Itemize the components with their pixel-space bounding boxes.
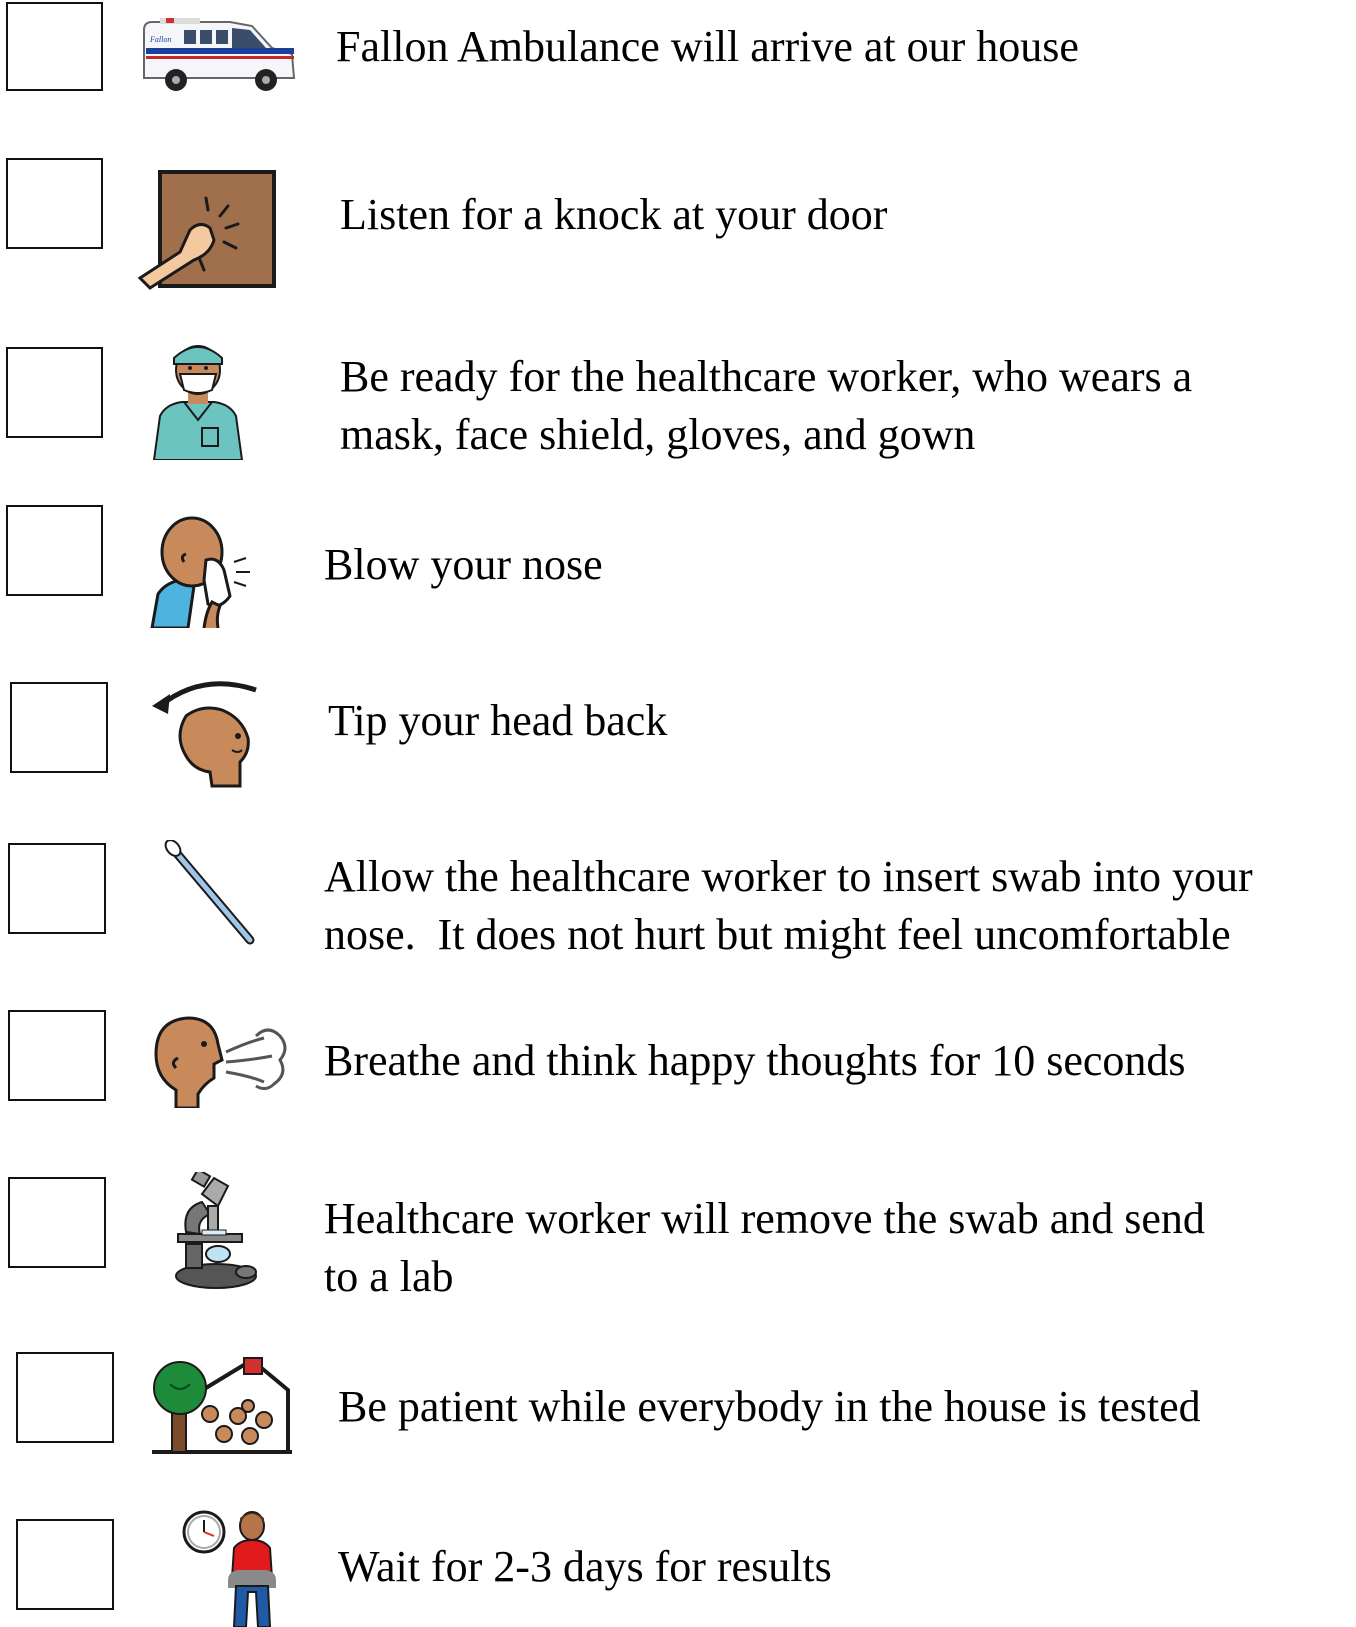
swab-icon bbox=[164, 840, 260, 946]
clock-wait-icon bbox=[180, 1508, 280, 1627]
step-4-text: Blow your nose bbox=[324, 540, 603, 589]
ambulance-icon bbox=[140, 12, 300, 96]
step-3-checkbox[interactable] bbox=[6, 347, 103, 438]
step-8-text: Healthcare worker will remove the swab and send to a lab bbox=[324, 1194, 1205, 1301]
step-6-checkbox[interactable] bbox=[8, 843, 106, 934]
tip-head-back-icon bbox=[152, 676, 264, 788]
step-7-text: Breathe and think happy thoughts for 10 seconds bbox=[324, 1036, 1186, 1085]
step-3-text: Be ready for the healthcare worker, who wears a mask, face shield, gloves, and gown bbox=[340, 352, 1193, 459]
step-1-checkbox[interactable] bbox=[6, 2, 103, 91]
step-4-checkbox[interactable] bbox=[6, 505, 103, 596]
step-10-checkbox[interactable] bbox=[16, 1519, 114, 1610]
blow-nose-icon bbox=[148, 516, 260, 628]
step-9-checkbox[interactable] bbox=[16, 1352, 114, 1443]
step-9-text: Be patient while everybody in the house is tested bbox=[338, 1382, 1201, 1431]
step-1-text: Fallon Ambulance will arrive at our house bbox=[336, 22, 1079, 71]
step-2-text: Listen for a knock at your door bbox=[340, 190, 888, 239]
step-10-text: Wait for 2-3 days for results bbox=[338, 1542, 832, 1591]
step-5-checkbox[interactable] bbox=[10, 682, 108, 773]
step-7-checkbox[interactable] bbox=[8, 1010, 106, 1101]
step-2-checkbox[interactable] bbox=[6, 158, 103, 249]
step-8-checkbox[interactable] bbox=[8, 1177, 106, 1268]
healthcare-worker-icon bbox=[150, 336, 246, 460]
step-6-text: Allow the healthcare worker to insert swab into your nose. It does not hurt but might feel uncomfortable bbox=[324, 852, 1253, 959]
ambulance-logo: Fallon bbox=[150, 35, 172, 44]
door-knock-icon bbox=[138, 170, 278, 290]
breathe-icon bbox=[152, 1012, 288, 1108]
microscope-icon bbox=[172, 1172, 262, 1290]
family-house-icon bbox=[152, 1354, 296, 1454]
step-5-text: Tip your head back bbox=[328, 696, 668, 745]
